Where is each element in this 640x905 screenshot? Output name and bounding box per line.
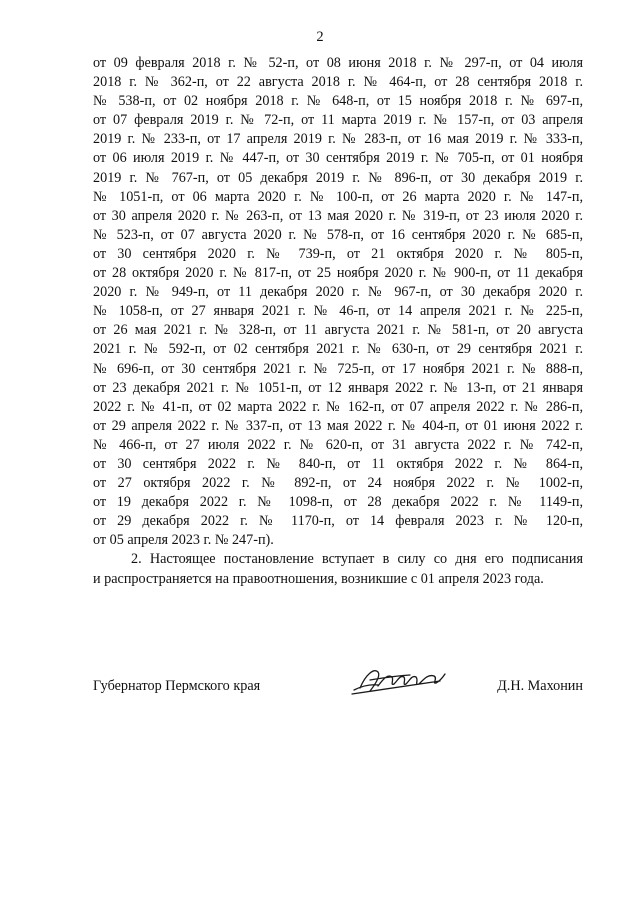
document-body [93, 54, 583, 589]
text-line: от 30 апреля 2020 г. № 263-п, от 13 мая 2020 г. № 319-п, от 23 июля 2020 г. [93, 207, 583, 224]
text-line: 2020 г. № 949-п, от 11 декабря 2020 г. № 967-п, от 30 декабря 2020 г. [93, 284, 583, 301]
text-line: № 696-п, от 30 сентября 2021 г. № 725-п, от 17 ноября 2021 г. № 888-п, [93, 360, 583, 377]
text-line: от 30 сентября 2020 г. № 739-п, от 21 октября 2020 г. № 805-п, [93, 245, 583, 262]
paragraph-2-line: 2. Настоящее постановление вступает в силу со дня его подписания [131, 551, 583, 568]
text-line: от 07 февраля 2019 г. № 72-п, от 11 марта 2019 г. № 157-п, от 03 апреля [93, 112, 583, 129]
handwritten-signature [348, 664, 448, 698]
text-line: № 466-п, от 27 июля 2022 г. № 620-п, от 31 августа 2022 г. № 742-п, [93, 436, 583, 453]
signature-block [93, 664, 583, 704]
signer-name: Д.Н. Махонин [497, 678, 583, 694]
text-line: 2021 г. № 592-п, от 02 сентября 2021 г. № 630-п, от 29 сентября 2021 г. [93, 341, 583, 358]
text-line: 2022 г. № 41-п, от 02 марта 2022 г. № 162-п, от 07 апреля 2022 г. № 286-п, [93, 398, 583, 415]
text-line: от 29 декабря 2022 г. № 1170-п, от 14 февраля 2023 г. № 120-п, [93, 513, 583, 530]
text-line: от 30 сентября 2022 г. № 840-п, от 11 октября 2022 г. № 864-п, [93, 455, 583, 472]
paragraph-2-line: и распространяется на правоотношения, возникшие с 01 апреля 2023 года. [93, 570, 544, 587]
text-line: 2018 г. № 362-п, от 22 августа 2018 г. № 464-п, от 28 сентября 2018 г. [93, 74, 583, 91]
text-line: от 26 мая 2021 г. № 328-п, от 11 августа 2021 г. № 581-п, от 20 августа [93, 322, 583, 339]
text-line: № 1058-п, от 27 января 2021 г. № 46-п, от 14 апреля 2021 г. № 225-п, [93, 303, 583, 320]
page-number: 2 [316, 29, 324, 45]
text-line: 2019 г. № 233-п, от 17 апреля 2019 г. № 283-п, от 16 мая 2019 г. № 333-п, [93, 131, 583, 148]
text-line: от 27 октября 2022 г. № 892-п, от 24 ноября 2022 г. № 1002-п, [93, 475, 583, 492]
text-line: от 28 октября 2020 г. № 817-п, от 25 ноября 2020 г. № 900-п, от 11 декабря [93, 265, 583, 282]
text-line: № 538-п, от 02 ноября 2018 г. № 648-п, от 15 ноября 2018 г. № 697-п, [93, 93, 583, 110]
text-line: № 523-п, от 07 августа 2020 г. № 578-п, от 16 сентября 2020 г. № 685-п, [93, 226, 583, 243]
signer-position: Губернатор Пермского края [93, 678, 261, 694]
text-line: 2019 г. № 767-п, от 05 декабря 2019 г. № 896-п, от 30 декабря 2019 г. [93, 169, 583, 186]
text-line: от 23 декабря 2021 г. № 1051-п, от 12 января 2022 г. № 13-п, от 21 января [93, 379, 583, 396]
text-line: от 19 декабря 2022 г. № 1098-п, от 28 декабря 2022 г. № 1149-п, [93, 494, 583, 511]
text-line: от 05 апреля 2023 г. № 247-п). [93, 532, 274, 549]
text-line: от 09 февраля 2018 г. № 52-п, от 08 июня 2018 г. № 297-п, от 04 июля [93, 55, 583, 71]
text-line: № 1051-п, от 06 марта 2020 г. № 100-п, от 26 марта 2020 г. № 147-п, [93, 188, 583, 205]
text-line: от 06 июля 2019 г. № 447-п, от 30 сентября 2019 г. № 705-п, от 01 ноября [93, 150, 583, 167]
text-line: от 29 апреля 2022 г. № 337-п, от 13 мая 2022 г. № 404-п, от 01 июня 2022 г. [93, 417, 583, 434]
